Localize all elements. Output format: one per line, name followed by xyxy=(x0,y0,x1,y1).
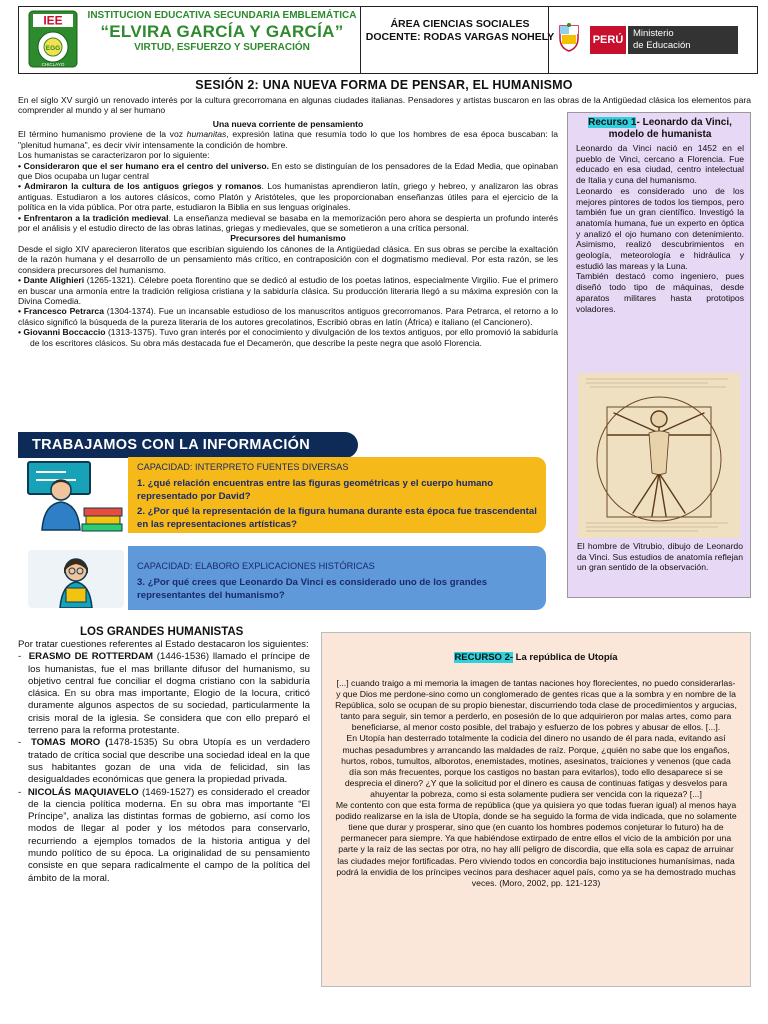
recurso2-p1: [...] cuando traigo a mi memoria la imagen de tantas naciones hoy florecientes, no puedo considerarlas-y que Dios me perdone-sino como un conglomerado de gentes ricas que a la sombra y en nombre de la República, solo se ocupan de su propio bienestar, discurriendo toda clase de procedimientos y argucias, tanto para seguir, sin temor a perderlo, en posesión de lo que adquirieron por malas artes, como para beneficiarse, al menor costo posible, del trabajo y esfuerzo de los pobres y abusar de ellos. [...]. xyxy=(335,678,737,733)
school-line1: INSTITUCION EDUCATIVA SECUNDARIA EMBLEMÁTICA xyxy=(87,10,357,21)
section1-bullet3: • Enfrentaron a la tradición medieval. La enseñanza medieval se basaba en la memorización pero ahora se despierta un profundo interés por el análisis y el estudio directo de las obras latinas, griegas y medievales, que se sometieron a una crítica personal. xyxy=(18,212,558,234)
capacity1-label: CAPACIDAD: INTERPRETO FUENTES DIVERSAS xyxy=(137,462,349,472)
ministry-label xyxy=(628,26,738,54)
peru-shield-icon xyxy=(557,23,581,53)
moro-item: - TOMAS MORO (1478-1535) Su obra Utopía es un verdadero tratado de crítica social que describe una sociedad ideal en la que sus habitantes gozan de una vida de felicidad, sin las desigualdades económicas que genera la propiedad privada. xyxy=(18,737,310,786)
section2-p1: Desde el siglo XIV aparecieron literatos que escribían siguiendo los cánones de la Antigüedad clásica. En sus obras se percibe la exaltación de la razón humana y el desarrollo de un pensamiento más crítico, en contraposición con el dogmatismo medieval. Por esta razón, se les considera precursores del humanismo. xyxy=(18,243,558,275)
page-title: SESIÓN 2: UNA NUEVA FORMA DE PENSAR, EL HUMANISMO xyxy=(195,78,573,92)
humanistas-column xyxy=(18,639,310,885)
svg-text:CHICLAYO: CHICLAYO xyxy=(41,62,65,67)
teacher-illustration-icon xyxy=(26,460,126,532)
humanistas-title: LOS GRANDES HUMANISTAS xyxy=(80,626,244,638)
recurso2-p2: En Utopía han desterrado totalmente la codicia del dinero no usando de él para nada, evitando así muchas pesadumbres y arrancando las maldades de raíz. Porque, ¿quién no sabe que los engaños, hurtos, robos, tumultos, alborotos, enemistades, motines, asesinatos, traiciones y venenos (que cada día son más frecuentes, porque los castigos no bastan para evitarlos), todo ello desaparece si se desprecia el dinero? ¿Y que la solicitud por el dinero es causa de continuas fatigas y desvelos para ahuyentar la pobreza, como si esta solamente pudiera ser vencida con la riqueza? [...] xyxy=(341,733,731,799)
maquiavelo-item: - NICOLÁS MAQUIAVELO (1469-1527) es considerado el creador de la ciencia política moderna. En su obra mas importante “El Príncipe”, analiza las distintas formas de gobierno, así como los modos de llegar al poder y los métodos para conservarlo, recurriendo a ejemplos tomados de la historia antigua y del mundo político de su época. La originalidad de su pensamiento consiste en que separa radicalmente el campo de la política del ámbito de la moral. xyxy=(18,786,310,884)
recurso1-p1: Leonardo da Vinci nació en 1452 en el pueblo de Vinci, cercano a Florencia. Fue educado en esa ciudad, centro intelectual de Italia y cuna del humanismo. xyxy=(576,143,744,186)
recurso1-p3: También destacó como ingeniero, pues diseñó todo tipo de máquinas, desde aparatos militares hasta prototipos voladores. xyxy=(576,271,744,314)
school-motto: VIRTUD, ESFUERZO Y SUPERACIÓN xyxy=(134,42,310,53)
dante-item: • Dante Alighieri (1265-1321). Célebre poeta florentino que se dedicó al estudio de los poetas latinos, especialmente Virgilio. Fue el primero en buscar una armonía entre la tradición religiosa cristiana y la sabiduría clásica. Su producción literaria llegó a su máxima expresión con la Divina Comedia. xyxy=(18,275,558,306)
erasmo-item: - ERASMO DE ROTTERDAM (1446-1536) llamado el príncipe de los humanistas, fue el mas brillante difusor del humanismo, su objetivo central fue conciliar el dogma cristiano con la sabiduría clásica. En su obra mas importante, Elogio de la locura, criticó duramente algunos aspectos de su sociedad, particularmente la crisis moral de la iglesia. Se considera que con ello preparó el terreno para la reforma protestante. xyxy=(18,651,310,737)
school-logo xyxy=(28,10,78,68)
area-label: ÁREA CIENCIAS SOCIALES xyxy=(390,18,530,30)
question-2: 2. ¿Por qué la representación de la figura humana durante esta época fue trascendental en las representaciones artísticas? xyxy=(137,506,537,530)
boccaccio-item: • Giovanni Boccaccio (1313-1375). Tuvo gran interés por el conocimiento y divulgación de los textos antiguos, por ello promovió la sabiduría de los escritores clásicos. Su obra más destacada fue el Decamerón, que describe la peste negra que asoló Florencia. xyxy=(18,327,558,348)
section1-heading: Una nueva corriente de pensamiento xyxy=(212,119,364,129)
recurso1-p2: Leonardo es considerado uno de los mejores pintores de todos los tiempos, pero también fue un gran científico. Investigó la anatomía humana, fue un experto en óptica y analizó el ojo humano con detenimiento. Asimismo, realizó descubrimientos en geología, meteorología e hidráulica y estudió las mareas y la Luna. xyxy=(576,185,744,271)
vitruvian-man-image xyxy=(578,373,740,538)
teacher-label: DOCENTE: RODAS VARGAS NOHELY xyxy=(365,31,555,43)
recurso2-title: RECURSO 2- La república de Utopía xyxy=(454,652,618,663)
capacity1-block xyxy=(137,461,537,531)
recurso1-content xyxy=(576,117,744,314)
student-illustration-icon xyxy=(28,550,124,608)
section1-bullet1: • Consideraron que el ser humano era el centro del universo. En esto se distinguían de los pensadores de la Edad Media, que opinaban que Dios ocupaba un lugar central xyxy=(18,160,558,182)
main-text-column xyxy=(18,119,558,348)
school-name-block xyxy=(82,10,362,54)
ministry-line2: de Educación xyxy=(633,40,691,51)
ministry-line1: Ministerio xyxy=(633,28,674,39)
humanistas-intro: Por tratar cuestiones referentes al Estado destacaron los siguientes: xyxy=(18,639,309,650)
activity-banner: TRABAJAMOS CON LA INFORMACIÓN xyxy=(18,432,358,458)
question-1: 1. ¿qué relación encuentras entre las figuras geométricas y el cuerpo humano representado por David? xyxy=(137,478,494,502)
section1-p2: Los humanistas se caracterizaron por lo siguiente: xyxy=(18,150,210,161)
petrarca-item: • Francesco Petrarca (1304-1374). Fue un incansable estudioso de los manuscritos antiguos grecorromanos. Para Petrarca, el retorno a lo clásico significó la búsqueda de la pureza literaria de los autores grecolatinos, Escribió obras en latín (África) e italiano (el Cancionero). xyxy=(18,306,558,327)
recurso2-p3: Me contento con que esta forma de república (que ya quisiera yo que todas fueran igual) al menos haya podido realizarse en la isla de Utopía, donde se ha seguido la forma de vida indicada, que no solamente tiene que durar y prosperar, sino que (en cuanto los hombres podemos conjeturar lo futuro) ha de permanecer para siempre. Ya que habiéndose extirpado de entre ellos el vicio de la ambición por una parte y la raíz de las sectas por otra, no hay allí peligro de discordia, que ella sola es capaz de arruinar las ciudades mejor fortificadas. Pero viviendo todos en concordia bajo instituciones humanísimas, nada podrá la envidia de los príncipes vecinos para deshacer aquel país, como ya se ha demostrado muchas veces. (Moro, 2002, pp. 121-123) xyxy=(335,800,737,888)
school-name: “ELVIRA GARCÍA Y GARCÍA” xyxy=(100,22,344,41)
svg-text:IEE: IEE xyxy=(43,13,63,28)
capacity2-label: CAPACIDAD: ELABORO EXPLICACIONES HISTÓRICAS xyxy=(137,561,375,571)
intro-paragraph: En el siglo XV surgió un renovado interés por la cultura grecorromana en algunas ciudades italianas. Pensadores y artistas buscaron en las obras de la Antigüedad clásica los elementos para comprender al mundo y al ser humano xyxy=(18,95,751,116)
section1-bullet2: • Admiraron la cultura de los antiguos griegos y romanos. Los humanistas aprendieron latín, griego y hebreo, y analizaron las obras antiguas. Estudiaron a los autores clásicos, como Platón y Aristóteles, que les proporcionaban enseñanzas útiles para el ejercicio de la política en la vida pública. Por otra parte, estudiaron la Biblia en sus lenguas originales. xyxy=(18,181,559,213)
svg-text:EGG: EGG xyxy=(45,45,61,52)
capacity2-block xyxy=(137,560,537,602)
recurso2-body xyxy=(335,678,737,889)
question-3: 3. ¿Por qué crees que Leonardo Da Vinci es considerado uno de los grandes representantes del humanismo? xyxy=(137,577,488,601)
recurso1-title: Recurso 1- Leonardo da Vinci, modelo de humanista xyxy=(588,117,732,140)
peru-label: PERÚ xyxy=(590,26,626,54)
area-block xyxy=(365,18,555,44)
section1-p1: El término humanismo proviene de la voz humanitas, expresión latina que resumía todo lo que los hombres de esa época buscaban: la "plenitud humana", es decir vivir intensamente la condición de hombre. xyxy=(18,129,558,150)
vitruvian-caption: El hombre de Vitrubio, dibujo de Leonardo da Vinci. Sus estudios de anatomía reflejan un gran sentido de la observación. xyxy=(577,541,743,573)
section2-heading: Precursores del humanismo xyxy=(230,233,346,244)
